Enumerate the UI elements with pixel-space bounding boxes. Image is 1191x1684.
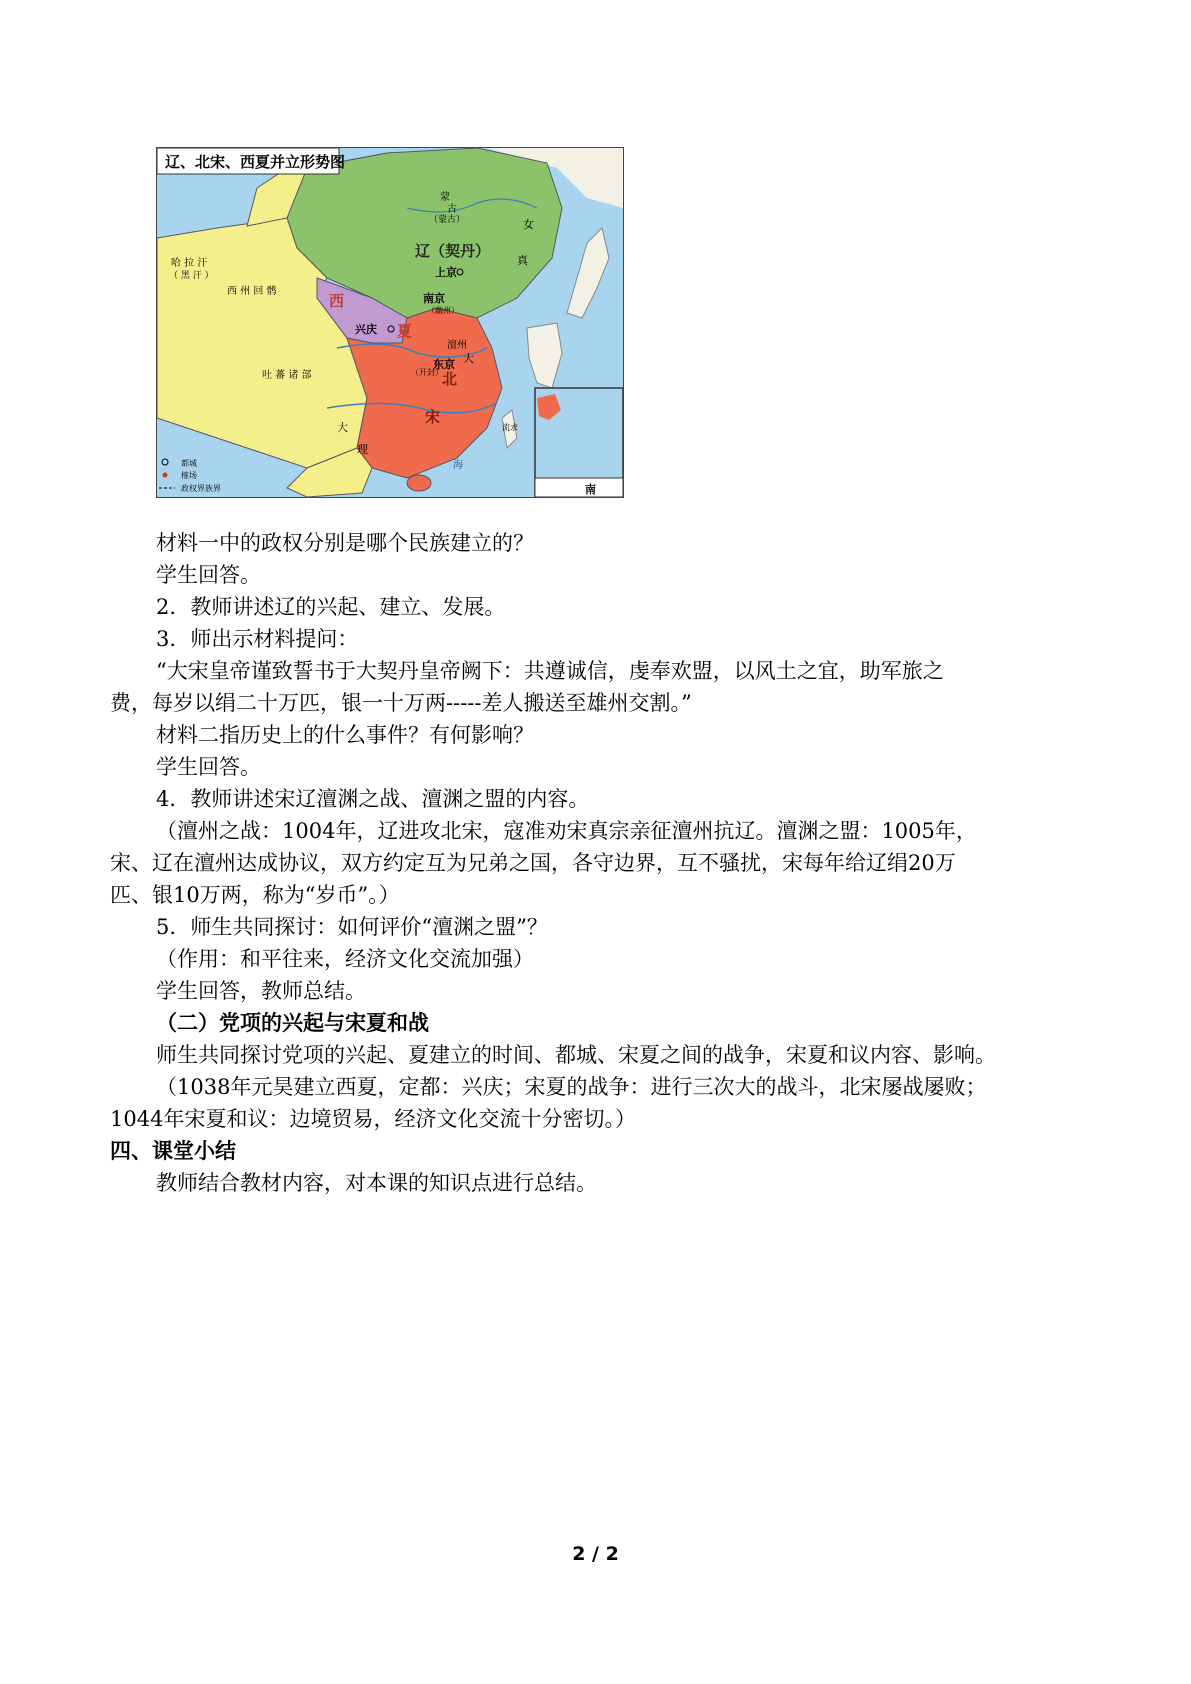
map-label-dongjing: 东京 (433, 358, 455, 371)
legend-battle-symbol (163, 473, 168, 478)
legend-border: 政权界族界 (181, 484, 221, 493)
map-label-liuqiu: 流求 (502, 423, 518, 432)
map-label-xi: 西 (329, 292, 345, 310)
section-heading-summary: 四、课堂小结 (110, 1138, 236, 1163)
map-label-shangjing: 上京 (435, 266, 457, 279)
map-label-halahan: 哈 拉 汗 (171, 258, 208, 269)
map-label-nv: 女 (523, 218, 534, 231)
text-line-17: 师生共同探讨党项的兴起、夏建立的时间、都城、宋夏之间的战争，宋夏和议内容、影响。 (156, 1043, 996, 1067)
text-line-14: （作用：和平往来，经济文化交流加强） (156, 947, 534, 971)
map-title: 辽、北宋、西夏并立形势图 (165, 153, 346, 171)
map-label-liao: 辽（契丹） (415, 242, 491, 260)
map-label-zhen: 真 (517, 254, 528, 267)
text-line-11: 宋、辽在澶州达成协议，双方约定互为兄弟之国，各守边界，互不骚扰，宋每年给辽绢20万 (110, 851, 956, 875)
map-drawing (157, 148, 623, 497)
text-line-2: 学生回答。 (156, 563, 261, 587)
map-label-heihan: （ 黑 汗 ） (169, 271, 214, 281)
map-label-youzhou: （幽州） (427, 306, 459, 315)
map-label-chanzhou: 澶州 (447, 340, 467, 351)
text-line-18: （1038年元昊建立西夏，定都：兴庆；宋夏的战争：进行三次大的战斗，北宋屡战屡败； (156, 1075, 987, 1099)
text-line-3: 2．教师讲述辽的兴起、建立、发展。 (156, 595, 506, 619)
text-line-15: 学生回答，教师总结。 (156, 979, 366, 1003)
map-label-xia: 夏 (397, 322, 413, 340)
text-line-4: 3．师出示材料提问： (156, 627, 359, 651)
map-label-da: 大 (463, 352, 474, 365)
map-label-mengu-b: 古 (447, 204, 457, 215)
map-label-hai: 海 (453, 460, 463, 471)
text-line-7: 材料二指历史上的什么事件？有何影响？ (156, 723, 534, 747)
page-number: 2 / 2 (572, 1543, 619, 1565)
text-line-6: 费，每岁以绢二十万匹，银一十万两-----差人搬送至雄州交割。” (110, 691, 692, 715)
section-heading-dangxiang: （二）党项的兴起与宋夏和战 (156, 1010, 429, 1035)
map-label-kaifeng: （开封） (411, 368, 443, 377)
text-line-12: 匹、银10万两，称为“岁币”。） (110, 883, 400, 907)
text-line-9: 4．教师讲述宋辽澶渊之战、澶渊之盟的内容。 (156, 787, 590, 811)
map-label-dali-a: 大 (337, 421, 348, 434)
map-label-mengu-c: （蒙古） (429, 215, 466, 225)
legend-capital: 都城 (181, 459, 197, 468)
map-label-xizhouhuigu: 西 州 回 鹘 (227, 286, 277, 297)
map-label-xingqing: 兴庆 (355, 323, 377, 336)
text-line-1: 材料一中的政权分别是哪个民族建立的？ (156, 531, 534, 555)
map-label-dali-b: 理 (357, 443, 368, 456)
historical-map (156, 147, 624, 498)
map-label-song: 宋 (425, 408, 441, 426)
text-line-13: 5．师生共同探讨：如何评价“澶渊之盟”？ (156, 915, 548, 939)
map-label-tubo: 吐 蕃 诸 部 (262, 370, 312, 381)
text-line-5: “大宋皇帝谨致誓书于大契丹皇帝阙下：共遵诚信，虔奉欢盟，以风土之宜，助军旅之 (156, 659, 944, 683)
text-line-8: 学生回答。 (156, 755, 261, 779)
text-line-21: 教师结合教材内容，对本课的知识点进行总结。 (156, 1171, 597, 1195)
map-label-bei: 北 (442, 370, 458, 388)
map-label-nanjing: 南京 (423, 292, 445, 305)
text-line-10: （澶州之战：1004年，辽进攻北宋，寇准劝宋真宗亲征澶州抗辽。澶渊之盟：1005年， (156, 819, 977, 843)
text-line-19: 1044年宋夏和议：边境贸易，经济文化交流十分密切。） (110, 1107, 636, 1131)
legend-battle: 榷场 (181, 471, 197, 480)
map-label-nan: 南 (585, 483, 596, 496)
map-label-mengu-a: 蒙 (440, 192, 450, 203)
